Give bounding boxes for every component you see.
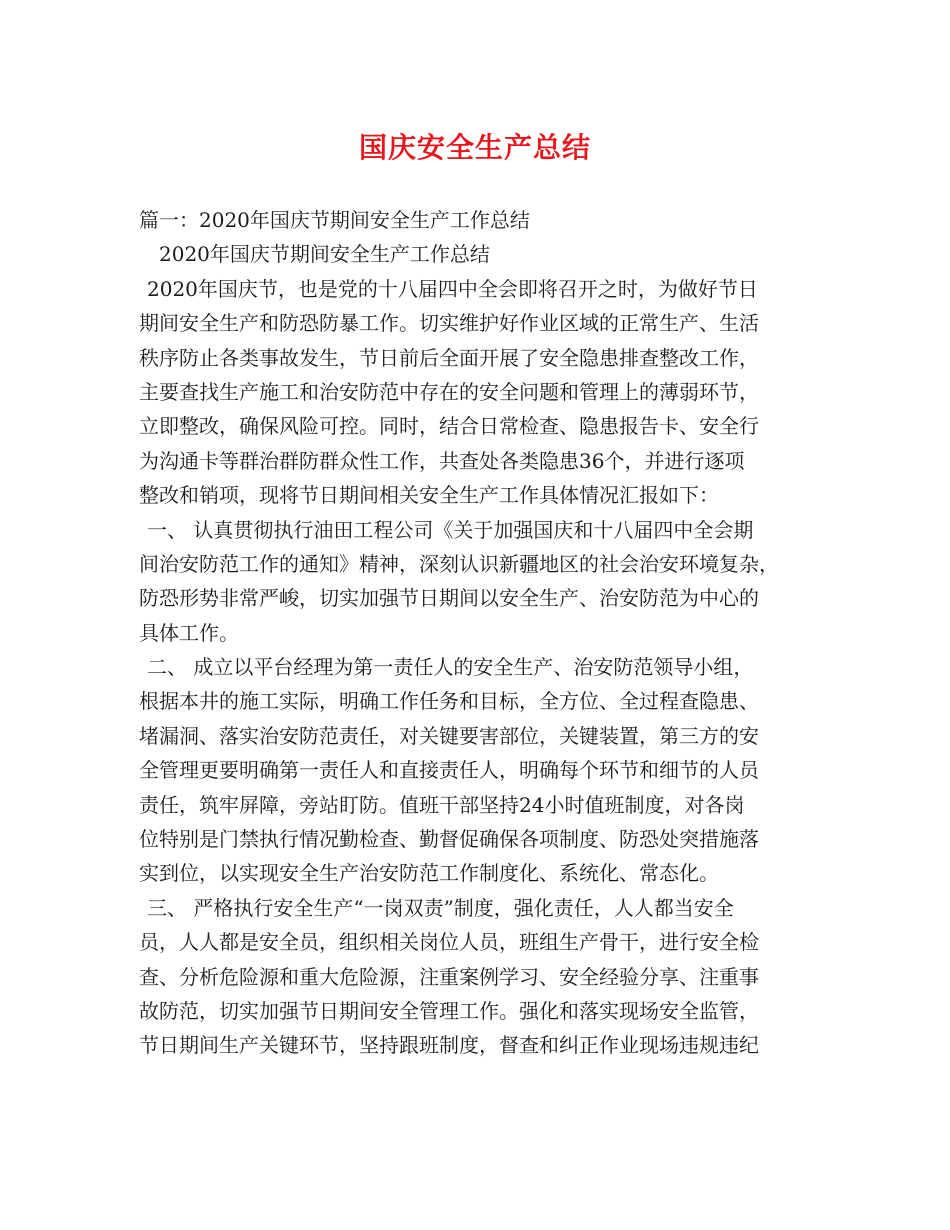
paragraph-line: 为沟通卡等群治群防群众性工作，共查处各类隐患36个，并进行逐项 bbox=[139, 448, 745, 473]
paragraph-line: 整改和销项，现将节日期间相关安全生产工作具体情况汇报如下： bbox=[139, 483, 719, 508]
paragraph-line: 防恐形势非常严峻，切实加强节日期间以安全生产、治安防范为中心的 bbox=[139, 586, 759, 611]
paragraph-line: 具体工作。 bbox=[139, 620, 239, 645]
paragraph-line: 三、 严格执行安全生产“一岗双责”制度，强化责任，人人都当安全 bbox=[147, 895, 734, 920]
paragraph-line: 二、 成立以平台经理为第一责任人的安全生产、治安防范领导小组， bbox=[147, 655, 754, 680]
paragraph-line: 员，人人都是安全员，组织相关岗位人员，班组生产骨干，进行安全检 bbox=[139, 930, 759, 955]
subtitle-line: 2020年国庆节期间安全生产工作总结 bbox=[159, 242, 490, 267]
paragraph-line: 间治安防范工作的通知》精神，深刻认识新疆地区的社会治安环境复杂， bbox=[139, 551, 779, 576]
paragraph-line: 位特别是门禁执行情况勤检查、勤督促确保各项制度、防恐处突措施落 bbox=[139, 827, 759, 852]
paragraph-line: 实到位，以实现安全生产治安防范工作制度化、系统化、常态化。 bbox=[139, 861, 719, 886]
paragraph-line: 查、分析危险源和重大危险源，注重案例学习、安全经验分享、注重事 bbox=[139, 964, 759, 989]
section-heading: 篇一：2020年国庆节期间安全生产工作总结 bbox=[139, 208, 530, 232]
paragraph-line: 立即整改，确保风险可控。同时，结合日常检查、隐患报告卡、安全行 bbox=[139, 414, 759, 439]
document-title: 国庆安全生产总结 bbox=[358, 131, 591, 164]
paragraph-line: 故防范，切实加强节日期间安全管理工作。强化和落实现场安全监管， bbox=[139, 998, 759, 1023]
paragraph-line: 根据本井的施工实际，明确工作任务和目标，全方位、全过程查隐患、 bbox=[139, 689, 759, 714]
paragraph-line: 主要查找生产施工和治安防范中存在的安全问题和管理上的薄弱环节， bbox=[139, 379, 759, 404]
paragraph-line: 全管理更要明确第一责任人和直接责任人，明确每个环节和细节的人员 bbox=[139, 758, 759, 783]
paragraph-line: 责任，筑牢屏障，旁站盯防。值班干部坚持24小时值班制度，对各岗 bbox=[139, 792, 745, 817]
paragraph-line: 堵漏洞、落实治安防范责任，对关键要害部位，关键装置，第三方的安 bbox=[139, 723, 759, 748]
paragraph-line: 节日期间生产关键环节，坚持跟班制度，督查和纠正作业现场违规违纪 bbox=[139, 1033, 759, 1058]
paragraph-line: 秩序防止各类事故发生，节日前后全面开展了安全隐患排查整改工作， bbox=[139, 345, 759, 370]
paragraph-line: 一、 认真贯彻执行油田工程公司《关于加强国庆和十八届四中全会期 bbox=[147, 517, 754, 542]
document-body bbox=[139, 203, 829, 1063]
paragraph-line: 2020年国庆节，也是党的十八届四中全会即将召开之时，为做好节日 bbox=[147, 276, 758, 301]
paragraph-line: 期间安全生产和防恐防暴工作。切实维护好作业区域的正常生产、生活 bbox=[139, 311, 759, 336]
